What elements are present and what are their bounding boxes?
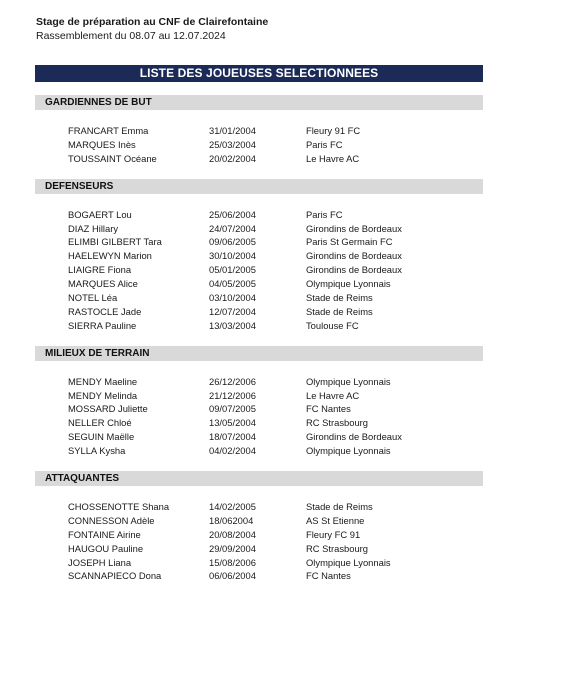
player-club: RC Strasbourg [306, 417, 369, 429]
player-birthdate: 06/06/2004 [209, 570, 256, 582]
player-row [35, 124, 483, 138]
player-birthdate: 05/01/2005 [209, 264, 256, 276]
player-club: Girondins de Bordeaux [306, 250, 402, 262]
player-name: TOUSSAINT Océane [68, 152, 157, 164]
document-subtitle: Rassemblement du 08.07 au 12.07.2024 [36, 30, 226, 42]
section-header: MILIEUX DE TERRAIN [35, 346, 483, 361]
player-row [35, 222, 483, 236]
player-list [35, 208, 483, 333]
player-name: DIAZ Hillary [68, 222, 119, 234]
player-row [35, 556, 483, 570]
player-club: RC Strasbourg [306, 542, 369, 554]
player-row [35, 263, 483, 277]
player-club: Toulouse FC [306, 319, 359, 331]
player-name: MENDY Melinda [68, 389, 138, 401]
player-name: SCANNAPIECO Dona [68, 570, 162, 582]
player-row [35, 235, 483, 249]
player-name: HAELEWYN Marion [68, 250, 152, 262]
section-header: GARDIENNES DE BUT [35, 95, 483, 110]
player-club: Le Havre AC [306, 152, 360, 164]
section-gardiennes-de-but [35, 95, 483, 166]
player-club: Stade de Reims [306, 305, 373, 317]
player-birthdate: 20/02/2004 [209, 152, 256, 164]
section-header: ATTAQUANTES [35, 471, 483, 486]
player-club: Olympique Lyonnais [306, 278, 391, 290]
player-birthdate: 09/07/2005 [209, 403, 256, 415]
player-row [35, 389, 483, 403]
list-banner: LISTE DES JOUEUSES SELECTIONNEES [35, 65, 483, 82]
player-birthdate: 03/10/2004 [209, 292, 256, 304]
player-row [35, 375, 483, 389]
player-birthdate: 15/08/2006 [209, 556, 256, 568]
player-name: JOSEPH Liana [68, 556, 132, 568]
player-name: LIAIGRE Fiona [68, 264, 132, 276]
player-name: MARQUES Inès [68, 138, 136, 150]
player-name: NOTEL Léa [68, 292, 118, 304]
player-row [35, 138, 483, 152]
player-row [35, 152, 483, 166]
player-club: FC Nantes [306, 570, 351, 582]
player-row [35, 291, 483, 305]
player-birthdate: 12/07/2004 [209, 305, 256, 317]
player-name: SYLLA Kysha [68, 445, 126, 457]
player-name: SIERRA Pauline [68, 319, 137, 331]
player-row [35, 569, 483, 583]
player-name: CONNESSON Adèle [68, 514, 155, 526]
player-birthdate: 29/09/2004 [209, 542, 256, 554]
player-birthdate: 04/02/2004 [209, 445, 256, 457]
player-birthdate: 14/02/2005 [209, 501, 256, 513]
player-row [35, 319, 483, 333]
player-name: RASTOCLE Jade [68, 305, 142, 317]
player-club: Fleury FC 91 [306, 528, 361, 540]
player-club: Paris FC [306, 208, 343, 220]
player-club: Girondins de Bordeaux [306, 264, 402, 276]
player-row [35, 208, 483, 222]
player-row [35, 528, 483, 542]
player-club: FC Nantes [306, 403, 351, 415]
section-milieux-de-terrain [35, 346, 483, 458]
player-list [35, 124, 483, 166]
player-row [35, 305, 483, 319]
player-birthdate: 13/05/2004 [209, 417, 256, 429]
player-sections [35, 82, 483, 583]
player-birthdate: 26/12/2006 [209, 375, 256, 387]
player-birthdate: 25/06/2004 [209, 208, 256, 220]
player-club: Paris FC [306, 138, 343, 150]
player-birthdate: 09/06/2005 [209, 236, 256, 248]
player-name: BOGAERT Lou [68, 208, 132, 220]
player-birthdate: 04/05/2005 [209, 278, 256, 290]
player-row [35, 514, 483, 528]
player-birthdate: 18/062004 [209, 514, 254, 526]
player-row [35, 500, 483, 514]
player-row [35, 249, 483, 263]
section-defenseurs [35, 179, 483, 333]
player-name: HAUGOU Pauline [68, 542, 144, 554]
player-club: AS St Etienne [306, 514, 365, 526]
player-name: SEGUIN Maëlle [68, 431, 135, 443]
player-name: MOSSARD Juliette [68, 403, 148, 415]
player-name: FRANCART Emma [68, 125, 149, 136]
player-club: Girondins de Bordeaux [306, 222, 402, 234]
player-row [35, 542, 483, 556]
player-name: ELIMBI GILBERT Tara [68, 236, 162, 248]
player-row [35, 444, 483, 458]
player-row [35, 416, 483, 430]
player-club: Olympique Lyonnais [306, 445, 391, 457]
player-club: Paris St Germain FC [306, 236, 393, 248]
section-attaquantes [35, 471, 483, 583]
player-birthdate: 30/10/2004 [209, 250, 256, 262]
player-club: Le Havre AC [306, 389, 360, 401]
player-birthdate: 20/08/2004 [209, 528, 256, 540]
player-birthdate: 25/03/2004 [209, 138, 256, 150]
player-club: Fleury 91 FC [306, 125, 361, 136]
player-club: Stade de Reims [306, 501, 373, 513]
player-name: FONTAINE Airine [68, 528, 141, 540]
player-name: CHOSSENOTTE Shana [68, 501, 170, 513]
player-birthdate: 24/07/2004 [209, 222, 256, 234]
player-birthdate: 31/01/2004 [209, 125, 256, 136]
document-title: Stage de préparation au CNF de Clairefontaine [36, 16, 269, 28]
player-club: Stade de Reims [306, 292, 373, 304]
section-header: DEFENSEURS [35, 179, 483, 194]
player-list [35, 375, 483, 458]
document-header [36, 15, 268, 43]
player-club: Girondins de Bordeaux [306, 431, 402, 443]
player-club: Olympique Lyonnais [306, 556, 391, 568]
player-row [35, 277, 483, 291]
player-birthdate: 18/07/2004 [209, 431, 256, 443]
player-row [35, 402, 483, 416]
player-list [35, 500, 483, 583]
player-row [35, 430, 483, 444]
player-club: Olympique Lyonnais [306, 375, 391, 387]
player-name: MARQUES Alice [68, 278, 138, 290]
player-name: MENDY Maeline [68, 375, 138, 387]
player-name: NELLER Chloé [68, 417, 132, 429]
player-birthdate: 13/03/2004 [209, 319, 256, 331]
player-birthdate: 21/12/2006 [209, 389, 256, 401]
